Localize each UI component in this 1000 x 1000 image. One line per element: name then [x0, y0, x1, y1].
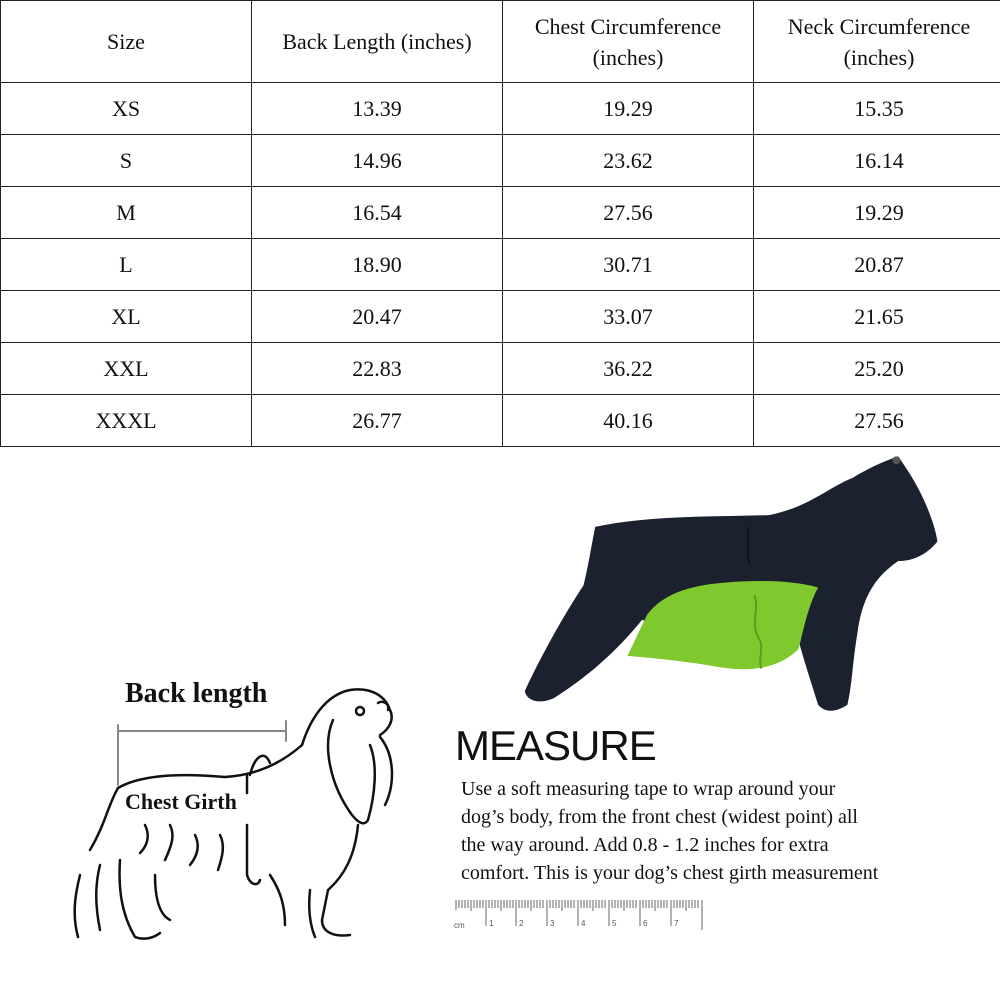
cell-back-length: 18.90 [252, 239, 503, 291]
table-row [1, 239, 1000, 291]
cell-neck: 19.29 [754, 187, 1000, 239]
measure-title: MEASURE [455, 722, 656, 769]
ruler-unit: cm [454, 921, 465, 930]
cell-chest: 36.22 [503, 343, 754, 395]
table-row [1, 135, 1000, 187]
size-chart-table [0, 0, 1000, 447]
cell-size: XXL [1, 343, 252, 395]
table-row [1, 83, 1000, 135]
cell-chest: 27.56 [503, 187, 754, 239]
cell-chest: 23.62 [503, 135, 754, 187]
table-row [1, 395, 1000, 447]
svg-text:1: 1 [489, 919, 494, 928]
measure-line: comfort. This is your dog’s chest girth measurement [461, 862, 879, 884]
chest-girth-label: Chest Girth [125, 789, 237, 814]
measure-line: the way around. Add 0.8 - 1.2 inches for extra [461, 834, 829, 856]
cell-back-length: 20.47 [252, 291, 503, 343]
cell-neck: 15.35 [754, 83, 1000, 135]
svg-text:4: 4 [581, 919, 586, 928]
header-size: Size [1, 1, 252, 83]
cell-chest: 19.29 [503, 83, 754, 135]
svg-text:6: 6 [643, 919, 648, 928]
cell-size: L [1, 239, 252, 291]
cell-neck: 25.20 [754, 343, 1000, 395]
cell-size: XS [1, 83, 252, 135]
header-chest-circumference: Chest Circumference (inches) [503, 1, 754, 83]
cell-back-length: 16.54 [252, 187, 503, 239]
measure-line: dog’s body, from the front chest (widest point) all [461, 806, 858, 828]
svg-text:7: 7 [674, 919, 679, 928]
cell-neck: 21.65 [754, 291, 1000, 343]
cell-chest: 40.16 [503, 395, 754, 447]
cell-back-length: 13.39 [252, 83, 503, 135]
header-back-length: Back Length (inches) [252, 1, 503, 83]
cell-chest: 30.71 [503, 239, 754, 291]
cell-back-length: 22.83 [252, 343, 503, 395]
svg-text:3: 3 [550, 919, 555, 928]
cell-back-length: 14.96 [252, 135, 503, 187]
back-length-label: Back length [125, 678, 268, 709]
svg-text:5: 5 [612, 919, 617, 928]
cell-neck: 16.14 [754, 135, 1000, 187]
cell-size: XL [1, 291, 252, 343]
table-row [1, 187, 1000, 239]
table-row [1, 291, 1000, 343]
cell-neck: 20.87 [754, 239, 1000, 291]
header-neck-circumference: Neck Circumference (inches) [754, 1, 1000, 83]
dog-outline-diagram [60, 675, 420, 955]
cell-size: XXXL [1, 395, 252, 447]
cell-size: M [1, 187, 252, 239]
cell-size: S [1, 135, 252, 187]
cell-chest: 33.07 [503, 291, 754, 343]
cell-back-length: 26.77 [252, 395, 503, 447]
measure-line: Use a soft measuring tape to wrap around your [461, 778, 836, 800]
cell-neck: 27.56 [754, 395, 1000, 447]
dog-jumpsuit-image [515, 448, 955, 723]
ruler-icon [452, 898, 714, 938]
table-row [1, 343, 1000, 395]
svg-text:2: 2 [519, 919, 524, 928]
measure-instructions [461, 775, 931, 887]
table-header-row [1, 1, 1000, 83]
